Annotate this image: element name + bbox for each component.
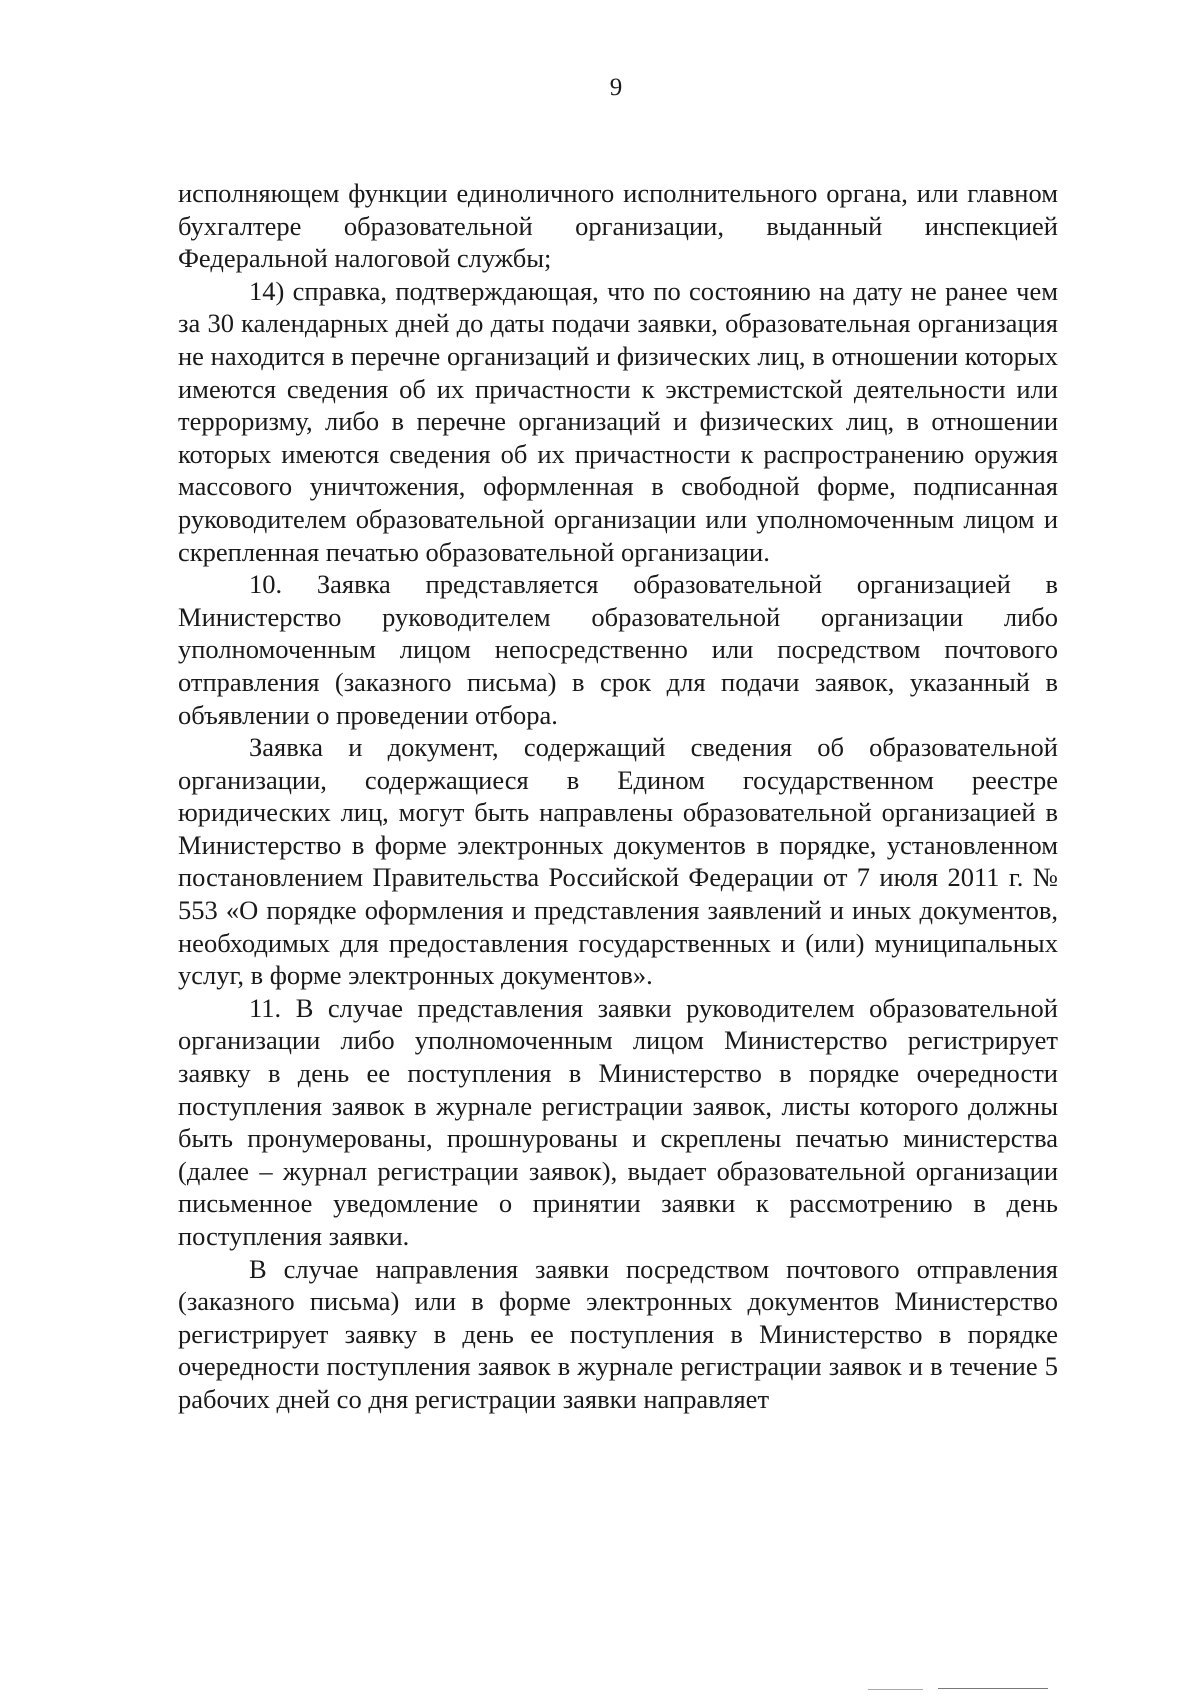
paragraph-continuation: исполняющем функции единоличного исполнительного органа, или главном бухгалтере образовательной организации, выданный инспекцией Федеральной налоговой службы; (178, 178, 1058, 274)
paragraph-clause-11-mail: В случае направления заявки посредством почтового отправления (заказного письма) или в форме электронных документов Министерство регистрирует заявку в день ее поступления в Министерство в порядке очередности поступления заявок в журнале регистрации заявок и в течение 5 рабочих дней со дня регистрации заявки направляет (178, 1253, 1058, 1414)
scan-artifact-dots (868, 1689, 923, 1690)
paragraph-clause-11: 11. В случае представления заявки руководителем образовательной организации либо уполномоченным лицом Министерство регистрирует заявку в день ее поступления в Министерство в порядке очередности поступления заявок в журнале регистрации заявок, листы которого должны быть пронумерованы, прошнурованы и скреплены печатью министерства (далее – журнал регистрации заявок), выдает образовательной организации письменное уведомление о принятии заявки к рассмотрению в день поступления заявки. (178, 992, 1058, 1251)
document-body (178, 177, 1058, 1416)
paragraph-item-14: 14) справка, подтверждающая, что по состоянию на дату не ранее чем за 30 календарных дней до даты подачи заявки, образовательная организация не находится в перечне организаций и физических лиц, в отношении которых имеются сведения об их причастности к экстремистской деятельности или терроризму, либо в перечне организаций и физических лиц, в отношении которых имеются сведения об их причастности к распространению оружия массового уничтожения, оформленная в свободной форме, подписанная руководителем образовательной организации или уполномоченным лицом и скрепленная печатью образовательной организации. (178, 275, 1058, 567)
scan-artifact-line (938, 1688, 1048, 1689)
paragraph-clause-10-electronic: Заявка и документ, содержащий сведения об образовательной организации, содержащиеся в Едином государственном реестре юридических лиц, могут быть направлены образовательной организацией в Министерство в форме электронных документов в порядке, установленном постановлением Правительства Российской Федерации от 7 июля 2011 г. № 553 «О порядке оформления и представления заявлений и иных документов, необходимых для предоставления государственных и (или) муниципальных услуг, в форме электронных документов». (178, 732, 1058, 991)
page-number: 9 (609, 74, 623, 101)
paragraph-clause-10: 10. Заявка представляется образовательной организацией в Министерство руководителем образовательной организации либо уполномоченным лицом непосредственно или посредством почтового отправления (заказного письма) в срок для подачи заявок, указанный в объявлении о проведении отбора. (178, 569, 1058, 730)
